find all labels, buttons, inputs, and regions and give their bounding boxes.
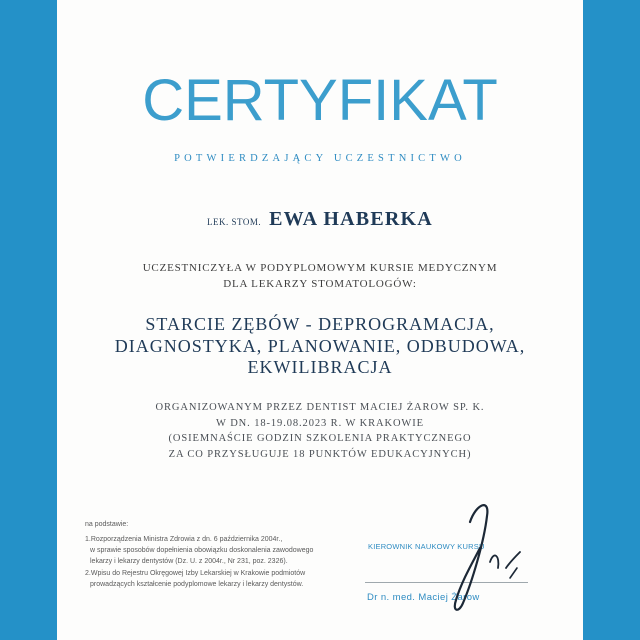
signatory-role: KIEROWNIK NAUKOWY KURSU	[368, 542, 485, 551]
participation-statement	[57, 260, 583, 292]
course-date-line: W DN. 18-19.08.2023 R. W KRAKOWIE	[216, 417, 424, 429]
legal-item	[85, 534, 355, 567]
hours-line: (OSIEMNAŚCIE GODZIN SZKOLENIA PRAKTYCZNEGO	[168, 433, 472, 445]
participation-line: DLA LEKARZY STOMATOLOGÓW:	[223, 278, 417, 290]
course-title	[57, 314, 583, 379]
recipient-prefix: LEK. STOM.	[207, 217, 262, 227]
signature-stroke	[490, 555, 498, 568]
recipient-name: EWA HABERKA	[269, 208, 433, 230]
legal-line: 1.Rozporządzenia Ministra Zdrowia z dn. 6 października 2004r.,	[85, 536, 283, 543]
legal-line: lekarzy i lekarzy dentystów (Dz. U. z 2004r., Nr 231, poz. 2326).	[90, 558, 288, 565]
course-title-line: EKWILIBRACJA	[247, 357, 393, 377]
legal-line: 2.Wpisu do Rejestru Okręgowej Izby Lekarskiej w Krakowie podmiotów	[85, 570, 306, 577]
participation-line: UCZESTNICZYŁA W PODYPLOMOWYM KURSIE MEDYCZNYM	[142, 262, 498, 274]
handwritten-signature	[440, 490, 535, 620]
signature-stroke	[510, 568, 517, 578]
frame-right-band	[583, 0, 640, 640]
legal-heading: na podstawie:	[85, 521, 129, 528]
legal-line: w sprawie sposobów dopełnienia obowiązku doskonalenia zawodowego	[90, 547, 314, 554]
certificate-subtitle: POTWIERDZAJĄCY UCZESTNICTWO	[174, 153, 466, 164]
signature-stroke	[455, 505, 488, 610]
signature-stroke	[506, 552, 520, 568]
legal-line: prowadzących kształcenie podyplomowe lekarzy i lekarzy dentystów.	[90, 580, 304, 588]
signatory-name: Dr n. med. Maciej Żarow	[367, 592, 480, 603]
certificate-title: CERTYFIKAT	[142, 68, 498, 133]
organizer-line: ORGANIZOWANYM PRZEZ DENTIST MACIEJ ŻAROW SP. K.	[155, 402, 485, 413]
recipient-line	[57, 207, 583, 234]
points-line: ZA CO PRZYSŁUGUJE 18 PUNKTÓW EDUKACYJNYCH)	[168, 449, 472, 461]
legal-basis	[85, 519, 355, 592]
organizer-details	[57, 400, 583, 463]
course-title-line: DIAGNOSTYKA, PLANOWANIE, ODBUDOWA,	[114, 335, 526, 356]
frame-left-band	[0, 0, 57, 640]
course-title-line: STARCIE ZĘBÓW - DEPROGRAMACJA,	[145, 314, 495, 334]
legal-item	[85, 569, 355, 590]
